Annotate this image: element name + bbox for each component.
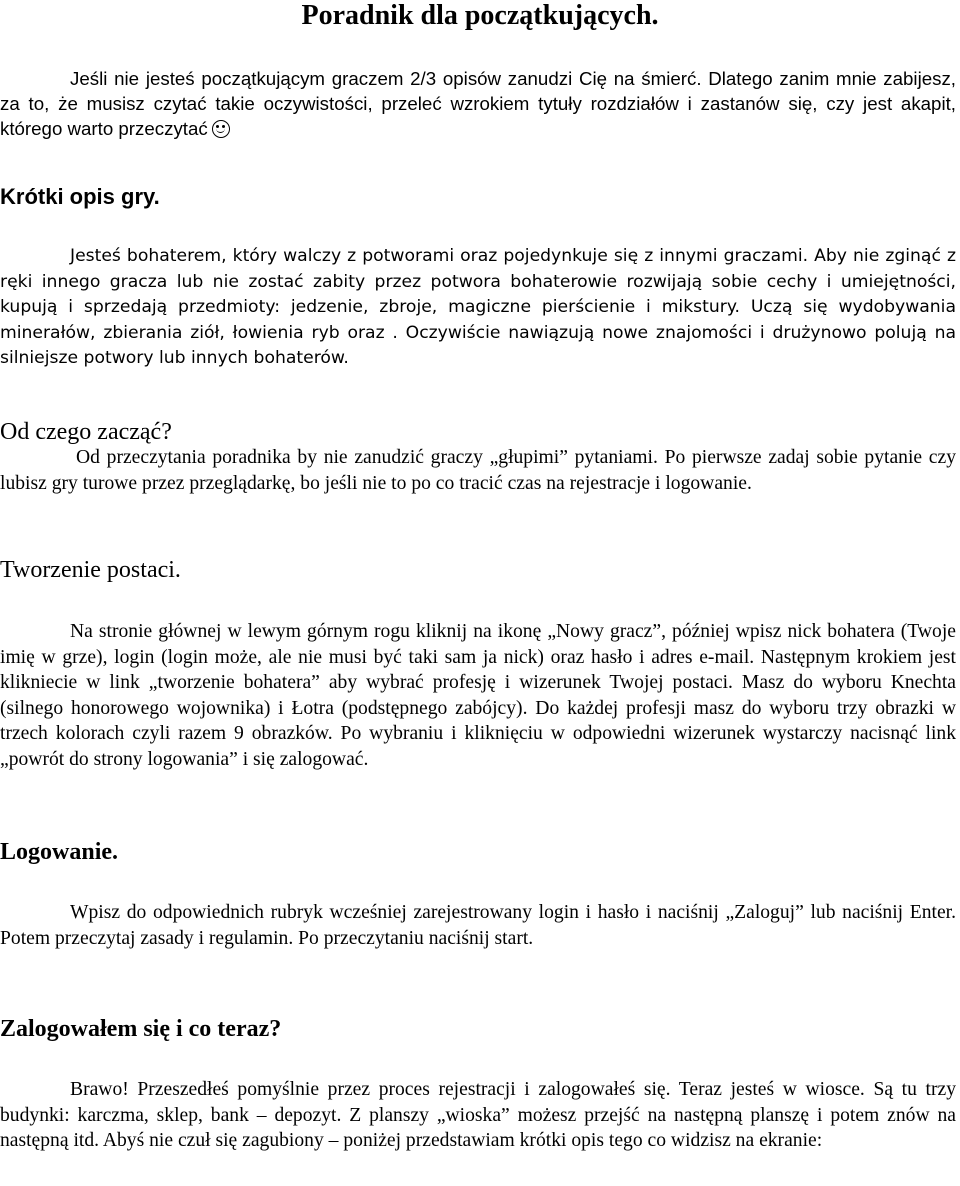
smiley-icon [212,120,230,138]
section-heading-character-creation: Tworzenie postaci. [0,557,181,583]
intro-text: Jeśli nie jesteś początkującym graczem 2/3 opisów zanudzi Cię na śmierć. Dlatego zanim mnie zabijesz, za to, że musisz czytać takie oczywistości, przeleć wzrokiem tytuły rozdziałów i zastanów się, czy jest akapit, którego warto przeczytać [0,68,956,139]
section-text: Wpisz do odpowiednich rubryk wcześniej zarejestrowany login i hasło i naciśnij „Zaloguj” lub naciśnij Enter. Potem przeczytaj zasady i regulamin. Po przeczytaniu naciśnij start. [0,902,956,949]
section-body-character-creation [0,619,956,772]
section-body-where-to-start [0,445,956,496]
section-text: Na stronie głównej w lewym górnym rogu kliknij na ikonę „Nowy gracz”, później wpisz nick bohatera (Twoje imię w grze), login (login może, ale nie musi być taki sam ja nick) oraz hasło i adres e-mail. Następnym krokiem jest klikniecie w link „tworzenie bohatera” aby wybrać profesję i wizerunek Twojej postaci. Masz do wyboru Knechta (silnego honorowego wojownika) i Łotra (podstępnego zabójcy). Do każdej profesji masz do wyboru trzy obrazki w trzech kolorach czyli razem 9 obrazków. Po wybraniu i kliknięciu w odpowiedni wizerunek wystarczy nacisnąć link „powrót do strony logowania” i się zalogować. [0,621,956,770]
section-heading-game-description: Krótki opis gry. [0,184,160,209]
section-body-login [0,900,956,951]
section-text: Jesteś bohaterem, który walczy z potworami oraz pojedynkuje się z innymi graczami. Aby nie zginąć z ręki innego gracza lub nie zostać zabity przez potwora bohaterowie rozwijają sobie cechy i umiejętności, kupują i sprzedają przedmioty: jedzenie, zbroje, magiczne pierścienie i mikstury. Uczą się wydobywania minerałów, zbierania ziół, łowienia ryb oraz . Oczywiście nawiązują nowe znajomości i drużynowo polują na silniejsze potwory lub innych bohaterów. [0,246,956,368]
section-heading-logged-in: Zalogowałem się i co teraz? [0,1016,282,1042]
document-title: Poradnik dla początkujących. [301,0,659,31]
intro-paragraph [0,66,956,141]
section-body-logged-in [0,1077,956,1154]
section-text: Od przeczytania poradnika by nie zanudzić graczy „głupimi” pytaniami. Po pierwsze zadaj sobie pytanie czy lubisz gry turowe przez przeglądarkę, bo jeśli nie to po co tracić czas na rejestracje i logowanie. [0,447,956,494]
section-text: Brawo! Przeszedłeś pomyślnie przez proces rejestracji i zalogowałeś się. Teraz jesteś w wiosce. Są tu trzy budynki: karczma, sklep, bank – depozyt. Z planszy „wioska” możesz przejść na następną planszę i potem znów na następną itd. Abyś nie czuł się zagubiony – poniżej przedstawiam krótki opis tego co widzisz na ekranie: [0,1079,956,1151]
section-heading-login: Logowanie. [0,839,119,865]
section-body-game-description [0,244,956,372]
section-heading-where-to-start: Od czego zacząć? [0,419,172,445]
